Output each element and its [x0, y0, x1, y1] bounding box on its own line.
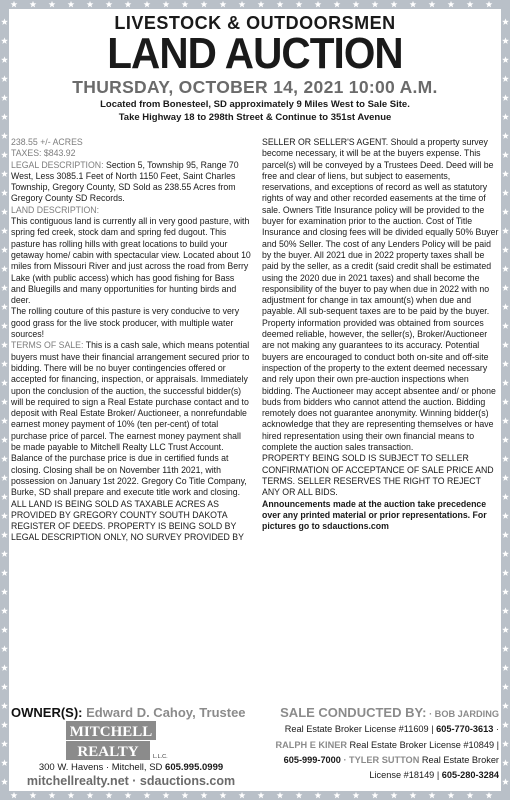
- bob-name: · BOB JARDING: [426, 709, 499, 719]
- owner-label: OWNER(S):: [11, 705, 83, 720]
- broker-phone: 605.995.0999: [165, 762, 224, 773]
- auction-date: THURSDAY, OCTOBER 14, 2021 10:00 A.M.: [72, 77, 438, 97]
- location-line: Located from Bonesteel, SD approximately 9 Miles West to Sale Site.: [100, 99, 410, 110]
- body-columns: [11, 137, 499, 647]
- tyler-phone: 605-280-3284: [441, 770, 499, 781]
- right-text-3: PROPERTY BEING SOLD IS SUBJECT TO SELLER CONFIRMATION OF ACCEPTANCE OF SALE PRICE AND TERMS. SELLER RESERVES THE RIGHT TO REJECT ANY OR ALL BIDS.: [262, 453, 494, 498]
- broker-address: 300 W. Havens · Mitchell, SD 605.995.0999: [38, 762, 224, 773]
- owner-name: Edward D. Cahoy, Trustee: [86, 705, 246, 720]
- svg-text:L.L.C.: L.L.C.: [153, 754, 168, 760]
- svg-text:MITCHELL: MITCHELL: [69, 724, 153, 740]
- owner-line: [11, 705, 246, 720]
- ralph-name: RALPH E KINER: [275, 739, 347, 750]
- directions-line: Take Highway 18 to 298th Street & Continue to 351st Avenue: [118, 112, 392, 123]
- land-text: This contiguous land is currently all in very good pasture, with spring fed creek, stock dam and spring fed dugout. This pasture has rolling hills with great locations to build your getaway home/ cabin with spectacular view. Located about 10 miles from Missouri River and just across the road from Berry Lake (with public access) which has good fishing for Bass and Bluegills and many opportunities for hunting birds and deer.: [11, 216, 251, 306]
- land-text-2: The rolling couture of this pasture is very conducive to very good grass for the live stock producer, with multiple water sources!: [11, 306, 240, 340]
- tyler-name: · TYLER SUTTON: [340, 754, 420, 765]
- sale-conducted-by: SALE CONDUCTED BY: · BOB JARDING Real Estate Broker License #11609 | 605-770-3613 · RALPH E KINER Real Estate Broker License #10849 | 605-999-7000 · TYLER SUTTON Real Estate Broker License #18149 | 605-280-3284: [275, 705, 499, 781]
- sale-label: SALE CONDUCTED BY:: [280, 705, 427, 720]
- headline-livestock: LIVESTOCK & OUTDOORSMEN: [114, 13, 396, 33]
- announcement: Announcements made at the auction take precedence over any printed material or prior representations. For pictures go to sdauctions.com: [262, 498, 487, 532]
- right-text-2: Property information provided was obtained from sources deemed reliable, however, the seller(s), Broker/Auctioneer are not making any guarantees to its accuracy. Potential buyers are encouraged to conduct both on-site and off-site inspection of the property to the extent deemed necessary and rely upon their own pre-auction inspections when bidding. The Auctioneer may accept absentee and/ or phone buds from bidders who cannot attend the auction. Bidding remotely does not guarantee anonymity. Winning bidder(s) acknowledge that they are representing themselves or have hired representation using their own financial means to complete the auction sales transaction.: [262, 317, 496, 453]
- ralph-phone: 605-999-7000: [283, 754, 341, 765]
- mitchell-realty-logo: [66, 721, 166, 761]
- right-text-1: SELLER OR SELLER'S AGENT. Should a property survey become necessary, it will be at the buyers expense. This parcel(s) will be conveyed by a Trustees Deed. Deed will be free and clear of liens, but subject to easements, reservations, and exceptions of record as well as statutory rights of way and other recorded easements at the time of sale. Owners Title Insurance policy will be provided to the buyer for examination prior to the auction. Cost of Title Insurance and closing fees will be divided equally 50% Buyer and 50% Seller. The cost of any Lenders Policy will be paid by the buyer. All 2021 due in 2022 property taxes shall be paid by the seller, as a credit (said credit shall be estimated using the 2020 due in 2021 taxes) and shall become the responsibility of the buyer to pay when due in 2022 with no adjustment for change in tax amount(s) when due and payable. All sub-sequent taxes are to be paid by the buyer.: [262, 137, 499, 317]
- bob-phone: 605-770-3613: [436, 724, 494, 735]
- legal-text: Section 5, Township 95, Range 70 West, Less 3085.1 Feet of North 1150 Feet, Saint Charles Township, Gregory County, SD Sold as 238.55 Acres from Gregory County SD Records.: [11, 159, 239, 204]
- land-label: LAND DESCRIPTION:: [11, 204, 99, 215]
- legal-description: [11, 160, 251, 205]
- taxes: TAXES: $843.92: [11, 148, 76, 159]
- tyler-license: Real Estate Broker License #18149 |: [369, 754, 499, 781]
- acres: 238.55 +/- ACRES: [11, 137, 83, 147]
- bob-license: Real Estate Broker License #11609 |: [284, 724, 437, 735]
- terms-of-sale: [11, 340, 251, 543]
- headline-land-auction: LAND AUCTION: [107, 29, 403, 78]
- poster-content: [11, 11, 499, 789]
- right-column: [262, 137, 499, 532]
- left-column: [11, 137, 251, 544]
- ralph-license: Real Estate Broker License #10849 |: [346, 739, 499, 750]
- terms-text: This is a cash sale, which means potential buyers must have their financial arrangement secured prior to bidding. There will be no buyer contingencies offered or accepted for financing, inspection, or appraisals. Immediately upon the conclusion of the auction, the successful bidder(s) will be required to sign a Real Estate purchase contact and to deposit with Real Estate Broker/ Auctioneer, a nonrefundable earnest money payment of 10% (ten per-cent) of total purchase price of parcel. The earnest money payment shall be made payable to Mitchell Realty LLC Trust Account. Balance of the purchase price is due in certified funds at closing. Closing shall be on November 11th 2021, with possession on January 1st 2022. Gregory Co Title Company, Burke, SD shall prepare and execute title work and closing. ALL LAND IS BEING SOLD AS TAXABLE ACRES AS PROVIDED BY GREGORY COUNTY SOUTH DAKOTA REGISTER OF DEEDS. PROPERTY IS BEING SOLD BY LEGAL DESCRIPTION ONLY, NO SURVEY PROVIDED BY: [11, 340, 250, 543]
- svg-text:REALTY: REALTY: [77, 744, 139, 760]
- broker-address-block: [11, 762, 251, 789]
- legal-label: LEGAL DESCRIPTION:: [11, 159, 104, 170]
- broker-websites: mitchellrealty.net · sdauctions.com: [26, 774, 236, 788]
- terms-label: TERMS OF SALE:: [11, 340, 84, 351]
